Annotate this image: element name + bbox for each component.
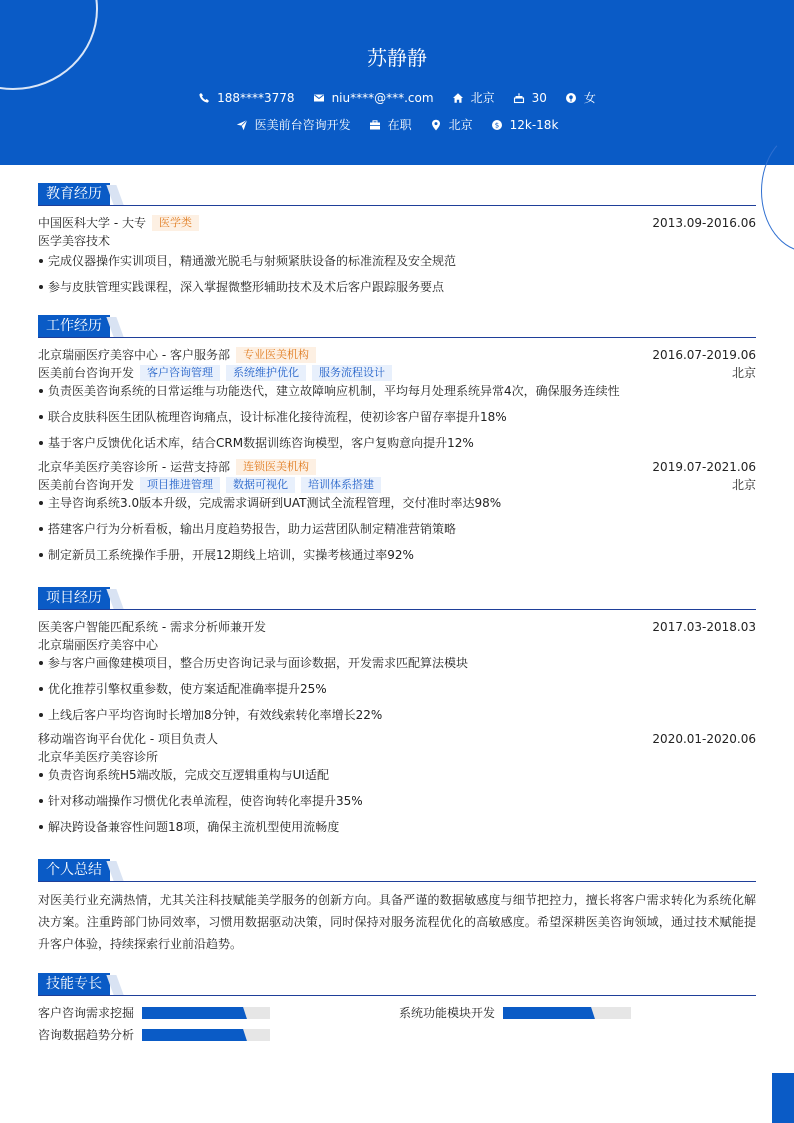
skills-list [38,1003,756,1043]
info-text: 北京 [448,118,473,132]
company-tag: 专业医美机构 [236,347,316,363]
school-name: 中国医科大学 - 大专 [38,216,146,230]
info-item [313,91,434,105]
major: 医学美容技术 [38,234,111,248]
section-title: 技能专长 [38,973,110,995]
skill-level-bar [142,1029,270,1041]
section-header [38,859,756,882]
work-section [38,315,756,564]
company-name: 北京瑞丽医疗美容中心 - 客户服务部 [38,348,230,362]
info-text: niu****@***.com [331,90,434,105]
date-range: 2019.07-2021.06 [652,460,756,474]
summary-text: 对医美行业充满热情，尤其关注科技赋能美学服务的创新方向。具备严谨的数据敏感度与细节把控力，擅长将客户需求转化为系统化解决方案。注重跨部门协同效率，习惯用数据驱动决策，同时保持对服务流程优化的高敏感度。希望深耕医美咨询领域，通过技术赋能提升客户体验，持续探索行业前沿趋势。 [38,893,756,951]
list-item: 参与皮肤管理实践课程，深入掌握微整形辅助技术及术后客户跟踪服务要点 [38,278,756,304]
candidate-name: 苏静静 [367,46,427,70]
info-item [430,116,473,133]
date-range: 2013.09-2016.06 [652,216,756,230]
info-text: 在职 [387,118,412,132]
info-text: 188****3778 [217,90,295,105]
skill-tag: 培训体系搭建 [301,477,381,493]
projects-section [38,587,756,836]
info-item [452,89,495,106]
info-item [565,89,596,106]
date-range: 2020.01-2020.06 [652,732,756,746]
list-item: 参与客户画像建模项目，整合历史咨询记录与面诊数据，开发需求匹配算法模块 [38,654,756,680]
skill-tag: 系统维护优化 [226,365,306,381]
project-name: 移动端咨询平台优化 - 项目负责人 [38,732,218,746]
company-tag: 连锁医美机构 [236,459,316,475]
list-item: 针对移动端操作习惯优化表单流程，使咨询转化率提升35% [38,792,756,818]
work-city: 北京 [731,478,756,492]
company-name: 北京华美医疗美容诊所 - 运营支持部 [38,460,230,474]
home-icon [452,92,464,104]
list-item: 负责医美咨询系统的日常运维与功能迭代，建立故障响应机制，平均每月处理系统异常4次，确保服务连续性 [38,382,756,408]
gender-icon [565,92,577,104]
job-role: 医美前台咨询开发 [38,366,135,380]
work-entry [38,458,756,564]
project-entry [38,730,756,836]
list-item: 搭建客户行为分析看板，输出月度趋势报告，助力运营团队制定精准营销策略 [38,520,756,546]
list-item: 上线后客户平均咨询时长增加8分钟，有效线索转化率增长22% [38,706,756,724]
skill-name: 客户咨询需求挖掘 [38,1006,135,1020]
skill-item [38,1026,270,1044]
info-item [198,91,294,105]
info-item [236,116,351,133]
list-item: 负责咨询系统H5端改版，完成交互逻辑重构与UI适配 [38,766,756,792]
project-org: 北京瑞丽医疗美容中心 [38,638,159,652]
section-header [38,587,756,610]
salary-icon [491,119,503,131]
briefcase-icon [369,119,381,131]
education-section [38,183,756,304]
skill-item [38,1004,270,1022]
list-item: 优化推荐引擎权重参数，使方案适配准确率提升25% [38,680,756,706]
location-pin-icon [430,119,442,131]
list-item: 主导咨询系统3.0版本升级，完成需求调研到UAT测试全流程管理，交付准时率达98% [38,494,756,520]
info-text: 女 [583,91,596,105]
info-item [513,91,547,105]
info-text: 医美前台咨询开发 [254,118,351,132]
job-intent-row [0,116,794,133]
project-entry [38,618,756,724]
list-item: 制定新员工系统操作手册，开展12期线上培训，实操考核通过率92% [38,546,756,564]
skill-tag: 客户咨询管理 [140,365,220,381]
skill-tag: 数据可视化 [226,477,295,493]
skills-section [38,973,756,1043]
summary-section [38,859,756,955]
education-entry [38,214,756,304]
mail-icon [313,92,325,104]
list-item: 联合皮肤科医生团队梳理咨询痛点，设计标准化接待流程，使初诊客户留存率提升18% [38,408,756,434]
section-header [38,973,756,996]
section-title: 教育经历 [38,183,110,205]
skill-tag: 项目推进管理 [140,477,220,493]
info-item [491,118,559,132]
date-range: 2016.07-2019.06 [652,348,756,362]
skill-tag: 服务流程设计 [312,365,392,381]
work-entry [38,346,756,452]
section-header [38,183,756,206]
contact-row [0,89,794,106]
phone-icon [198,92,210,104]
info-text: 北京 [470,91,495,105]
section-title: 项目经历 [38,587,110,609]
decorative-corner-block [772,1073,794,1123]
cake-icon [513,92,525,104]
info-text: 12k-18k [509,117,559,132]
skill-level-fill [142,1007,242,1019]
school-tag: 医学类 [152,215,199,231]
section-title: 工作经历 [38,315,110,337]
section-title: 个人总结 [38,859,110,881]
resume-header [0,0,794,165]
date-range: 2017.03-2018.03 [652,620,756,634]
info-text: 30 [531,90,547,105]
skill-name: 系统功能模块开发 [399,1006,496,1020]
list-item: 解决跨设备兼容性问题18项，确保主流机型使用流畅度 [38,818,756,836]
send-icon [236,119,248,131]
info-item [369,116,412,133]
skill-level-bar [142,1007,270,1019]
skill-level-bar [503,1007,631,1019]
skill-item [399,1004,631,1022]
section-header [38,315,756,338]
skill-level-fill [142,1029,242,1041]
svg-text:$: $ [494,121,499,130]
work-city: 北京 [731,366,756,380]
project-org: 北京华美医疗美容诊所 [38,750,159,764]
skill-level-fill [503,1007,590,1019]
project-name: 医美客户智能匹配系统 - 需求分析师兼开发 [38,620,266,634]
list-item: 完成仪器操作实训项目，精通激光脱毛与射频紧肤设备的标准流程及安全规范 [38,252,756,278]
job-role: 医美前台咨询开发 [38,478,135,492]
list-item: 基于客户反馈优化话术库，结合CRM数据训练咨询模型，客户复购意向提升12% [38,434,756,452]
skill-name: 咨询数据趋势分析 [38,1028,135,1042]
